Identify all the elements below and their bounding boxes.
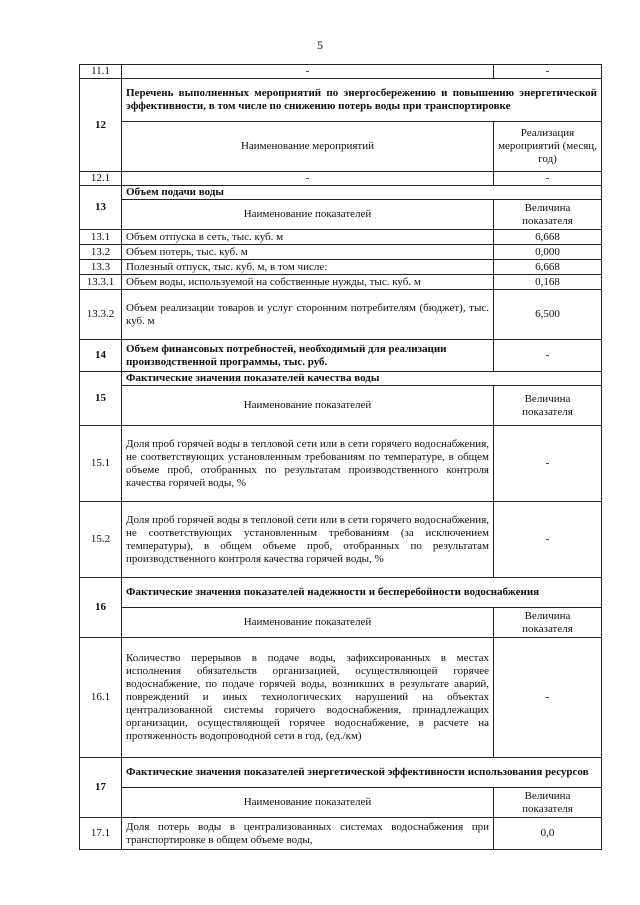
- row-number: 17.1: [80, 818, 122, 850]
- section-row-12: [80, 79, 602, 122]
- section-title: Перечень выполненных мероприятий по энергосбережению и повышению энергетической эффективности, в том числе по снижению потерь воды при транспортировке: [122, 79, 602, 122]
- table-row: [80, 290, 602, 340]
- section-row-16: [80, 578, 602, 608]
- section-number: 16: [80, 578, 122, 638]
- row-value: 0,000: [494, 245, 602, 260]
- row-value: 0,0: [494, 818, 602, 850]
- column-header-value: Величина показателя: [494, 386, 602, 426]
- section-number: 17: [80, 758, 122, 818]
- row-value: 6,668: [494, 230, 602, 245]
- column-header-name: Наименование показателей: [122, 200, 494, 230]
- row-name: Объем воды, используемой на собственные нужды, тыс. куб. м: [122, 275, 494, 290]
- column-header-value: Величина показателя: [494, 788, 602, 818]
- section-title: Объем подачи воды: [122, 186, 602, 200]
- column-header-name: Наименование показателей: [122, 788, 494, 818]
- table-row: [80, 638, 602, 758]
- row-number: 13.3.1: [80, 275, 122, 290]
- row-name: -: [122, 65, 494, 79]
- row-name: Объем потерь, тыс. куб. м: [122, 245, 494, 260]
- row-value: -: [494, 638, 602, 758]
- section-title: Объем финансовых потребностей, необходимый для реализации производственной программы, тыс. руб.: [122, 340, 494, 372]
- row-number: 13.3.2: [80, 290, 122, 340]
- section-number: 15: [80, 372, 122, 426]
- column-header-row: [80, 386, 602, 426]
- table-row: [80, 275, 602, 290]
- row-number: 15.2: [80, 502, 122, 578]
- row-value: -: [494, 426, 602, 502]
- section-row-15: [80, 372, 602, 386]
- table-row: [80, 502, 602, 578]
- section-number: 14: [80, 340, 122, 372]
- row-number: 11.1: [80, 65, 122, 79]
- table-row: [80, 230, 602, 245]
- row-value: 6,500: [494, 290, 602, 340]
- section-title: Фактические значения показателей надежности и бесперебойности водоснабжения: [122, 578, 602, 608]
- table-row: [80, 172, 602, 186]
- row-name: Полезный отпуск, тыс. куб. м, в том числе:: [122, 260, 494, 275]
- row-value: -: [494, 502, 602, 578]
- row-value: -: [494, 340, 602, 372]
- section-row-14: [80, 340, 602, 372]
- report-table: [79, 64, 602, 850]
- section-number: 13: [80, 186, 122, 230]
- row-name: Доля потерь воды в централизованных системах водоснабжения при транспортировке в общем объеме воды,: [122, 818, 494, 850]
- column-header-row: [80, 122, 602, 172]
- table-row: [80, 426, 602, 502]
- column-header-value: Реализация мероприятий (месяц, год): [494, 122, 602, 172]
- row-number: 15.1: [80, 426, 122, 502]
- row-name: Объем реализации товаров и услуг сторонним потребителям (бюджет), тыс. куб. м: [122, 290, 494, 340]
- row-name: Объем отпуска в сеть, тыс. куб. м: [122, 230, 494, 245]
- table-row: [80, 65, 602, 79]
- table-row: [80, 260, 602, 275]
- column-header-value: Величина показателя: [494, 200, 602, 230]
- row-number: 12.1: [80, 172, 122, 186]
- row-name: -: [122, 172, 494, 186]
- section-row-17: [80, 758, 602, 788]
- row-number: 13.2: [80, 245, 122, 260]
- row-value: 6,668: [494, 260, 602, 275]
- row-name: Количество перерывов в подаче воды, зафиксированных в местах исполнения обязательств организацией, осуществляющей горячее водоснабжение, по подаче горячей воды, возникших в результате аварий, повреждений и иных технологических нарушений на объектах централизованной системы горячего водоснабжения, принадлежащих организации, осуществляющей горячее водоснабжение, в расчете на протяженность водопроводной сети в год, (ед./км): [122, 638, 494, 758]
- table-row: [80, 818, 602, 850]
- row-value: 0,168: [494, 275, 602, 290]
- column-header-row: [80, 200, 602, 230]
- column-header-row: [80, 788, 602, 818]
- row-number: 13.3: [80, 260, 122, 275]
- section-row-13: [80, 186, 602, 200]
- row-number: 13.1: [80, 230, 122, 245]
- row-name: Доля проб горячей воды в тепловой сети или в сети горячего водоснабжения, не соответствующих установленным требованиям (за исключением температуры), в общем объеме проб, отобранных по результатам производственного контроля качества горячей воды, %: [122, 502, 494, 578]
- section-title: Фактические значения показателей энергетической эффективности использования ресурсов: [122, 758, 602, 788]
- row-value: -: [494, 65, 602, 79]
- page-number: 5: [317, 38, 323, 52]
- section-number: 12: [80, 79, 122, 172]
- column-header-value: Величина показателя: [494, 608, 602, 638]
- row-value: -: [494, 172, 602, 186]
- row-name: Доля проб горячей воды в тепловой сети или в сети горячего водоснабжения, не соответствующих установленным требованиям по температуре, в общем объеме проб, отобранных по результатам производственного контроля качества горячей воды, %: [122, 426, 494, 502]
- column-header-name: Наименование мероприятий: [122, 122, 494, 172]
- section-title: Фактические значения показателей качества воды: [122, 372, 602, 386]
- column-header-row: [80, 608, 602, 638]
- table-row: [80, 245, 602, 260]
- column-header-name: Наименование показателей: [122, 386, 494, 426]
- column-header-name: Наименование показателей: [122, 608, 494, 638]
- row-number: 16.1: [80, 638, 122, 758]
